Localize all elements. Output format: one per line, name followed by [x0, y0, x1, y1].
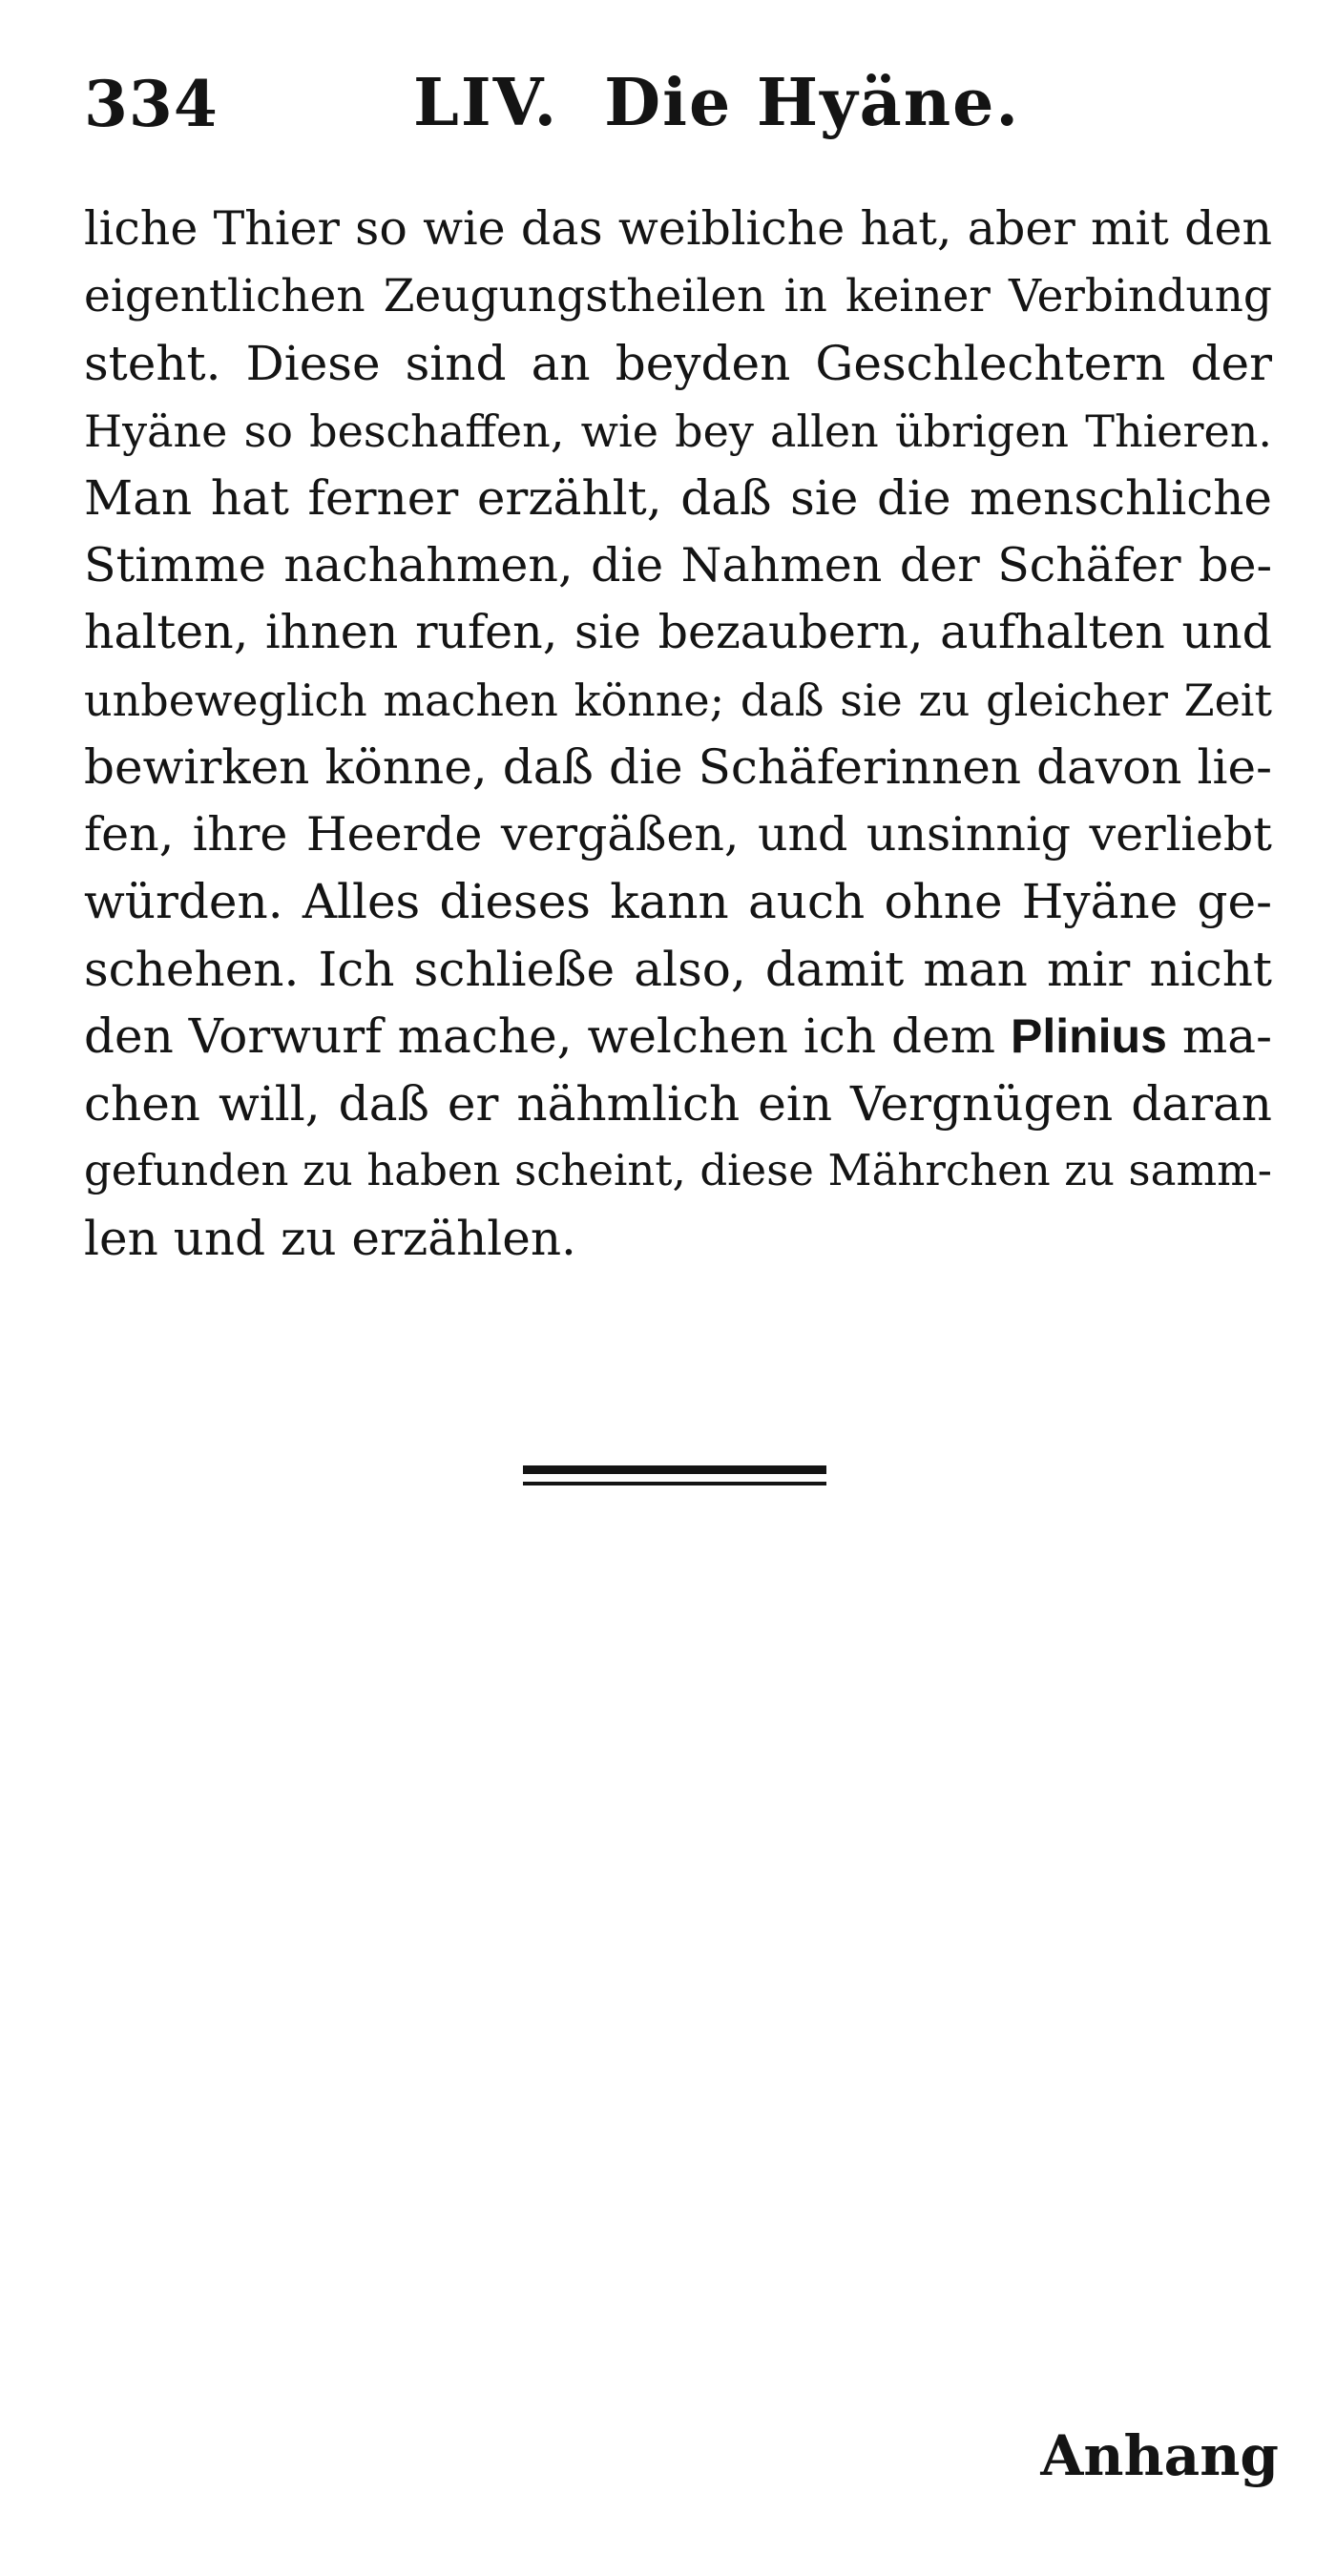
- text-line-with-name: [84, 1003, 1272, 1070]
- text-line: unbeweglich machen könne; daß sie zu gleicher Zeit: [84, 674, 1272, 726]
- chapter-title: Die Hyäne.: [604, 65, 1021, 141]
- text-line: Stimme nachahmen, die Nahmen der Schäfer be-: [84, 537, 1272, 592]
- chapter-number: LIV.: [413, 65, 559, 141]
- text-line: Hyäne so beschaffen, wie bey allen übrigen Thieren.: [84, 405, 1272, 457]
- text-line: steht. Diese sind an beyden Geschlechtern der: [84, 336, 1272, 391]
- body-text: [84, 196, 1272, 1272]
- text-fragment: ma-: [1166, 1008, 1272, 1064]
- text-line: fen, ihre Heerde vergäßen, und unsinnig verliebt: [84, 806, 1272, 862]
- text-line-last: len und zu erzählen.: [84, 1210, 576, 1266]
- catchword: Anhang: [1040, 2423, 1279, 2488]
- page-header: [84, 59, 1272, 155]
- page-number: 334: [84, 67, 219, 141]
- text-line: gefunden zu haben scheint, diese Mährchen zu samm-: [84, 1145, 1272, 1195]
- section-rule-thin: [523, 1482, 826, 1485]
- text-line: würden. Alles dieses kann auch ohne Hyäne ge-: [84, 874, 1272, 929]
- latin-name-plinius: Plinius: [1010, 1009, 1167, 1063]
- text-line: bewirken könne, daß die Schäferinnen davon lie-: [84, 739, 1272, 795]
- text-line: halten, ihnen rufen, sie bezaubern, aufhalten und: [84, 605, 1272, 659]
- text-line: eigentlichen Zeugungstheilen in keiner Verbindung: [84, 269, 1272, 322]
- text-line: chen will, daß er nähmlich ein Vergnügen daran: [84, 1075, 1272, 1132]
- text-fragment: den Vorwurf mache, welchen ich dem: [84, 1008, 1011, 1064]
- text-line: liche Thier so wie das weibliche hat, aber mit den: [84, 201, 1272, 256]
- running-head: [413, 65, 1020, 141]
- text-line: Man hat ferner erzählt, daß sie die menschliche: [84, 470, 1272, 526]
- section-rule-thick: [523, 1465, 826, 1474]
- text-line: schehen. Ich schließe also, damit man mir nicht: [84, 941, 1272, 997]
